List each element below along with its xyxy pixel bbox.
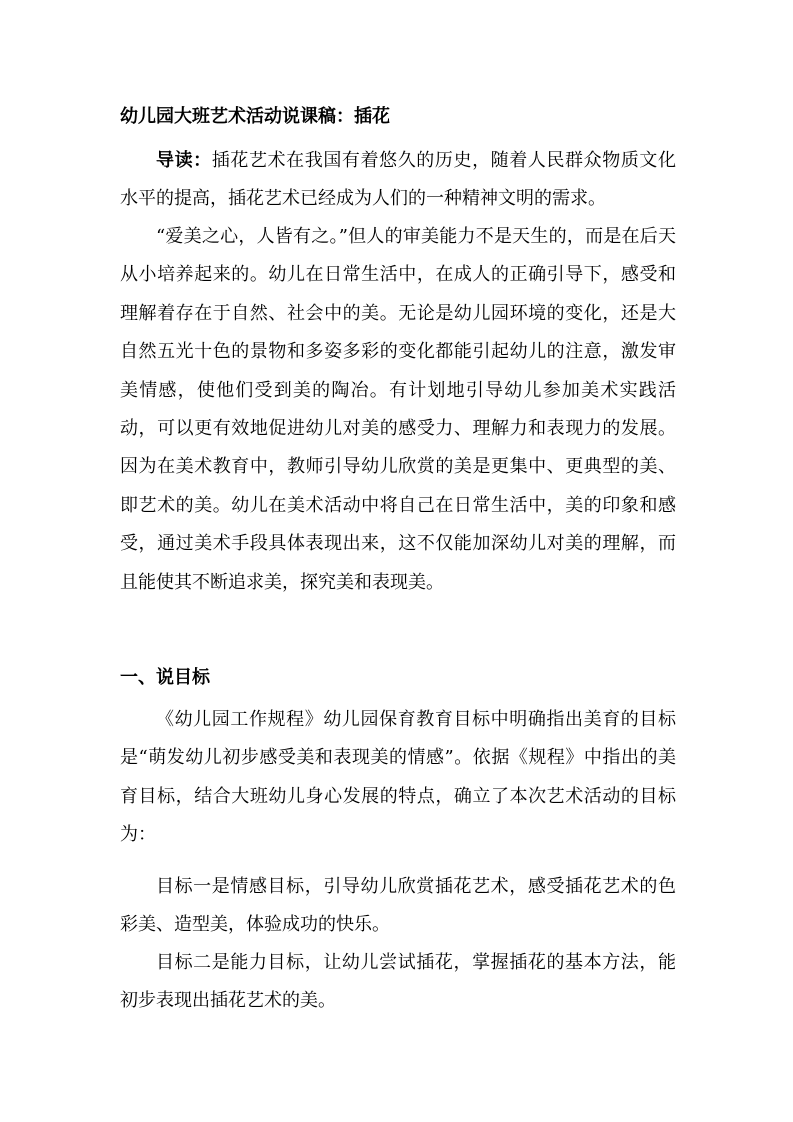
body-paragraph-1: “爱美之心，人皆有之。”但人的审美能力不是天生的，而是在后天从小培养起来的。幼儿在日常生活中，在成人的正确引导下，感受和理解着存在于自然、社会中的美。无论是幼儿园环境的变化，还是大自然五光十色的景物和多姿多彩的变化都能引起幼儿的注意，激发审美情感，使他们受到美的陶冶。有计划地引导幼儿参加美术实践活动，可以更有效地促进幼儿对美的感受力、理解力和表现力的发展。因为在美术教育中，教师引导幼儿欣赏的美是更集中、更典型的美、即艺术的美。幼儿在美术活动中将自己在日常生活中，美的印象和感受，通过美术手段具体表现出来，这不仅能加深幼儿对美的理解，而且能使其不断追求美，探究美和表现美。 [120, 226, 676, 593]
intro-text: 插花艺术在我国有着悠久的历史，随着人民群众物质文化水平的提高，插花艺术已经成为人们的一种精神文明的需求。 [120, 150, 677, 210]
goals-intro-paragraph: 《幼儿园工作规程》幼儿园保育教育目标中明确指出美育的目标是“萌发幼儿初步感受美和表现美的情感”。依据《规程》中指出的美育目标，结合大班幼儿身心发展的特点，确立了本次艺术活动的目标为： [120, 709, 676, 846]
intro-label: 导读： [156, 150, 212, 171]
intro-paragraph [120, 142, 676, 219]
goal-one-paragraph: 目标一是情感目标，引导幼儿欣赏插花艺术，感受插花艺术的色彩美、造型美，体验成功的快乐。 [120, 876, 676, 936]
goal-two-paragraph: 目标二是能力目标，让幼儿尝试插花，掌握插花的基本方法，能初步表现出插花艺术的美。 [120, 952, 676, 1012]
section-heading-goals: 一、说目标 [120, 667, 210, 688]
document-title: 幼儿园大班艺术活动说课稿：插花 [120, 106, 390, 127]
